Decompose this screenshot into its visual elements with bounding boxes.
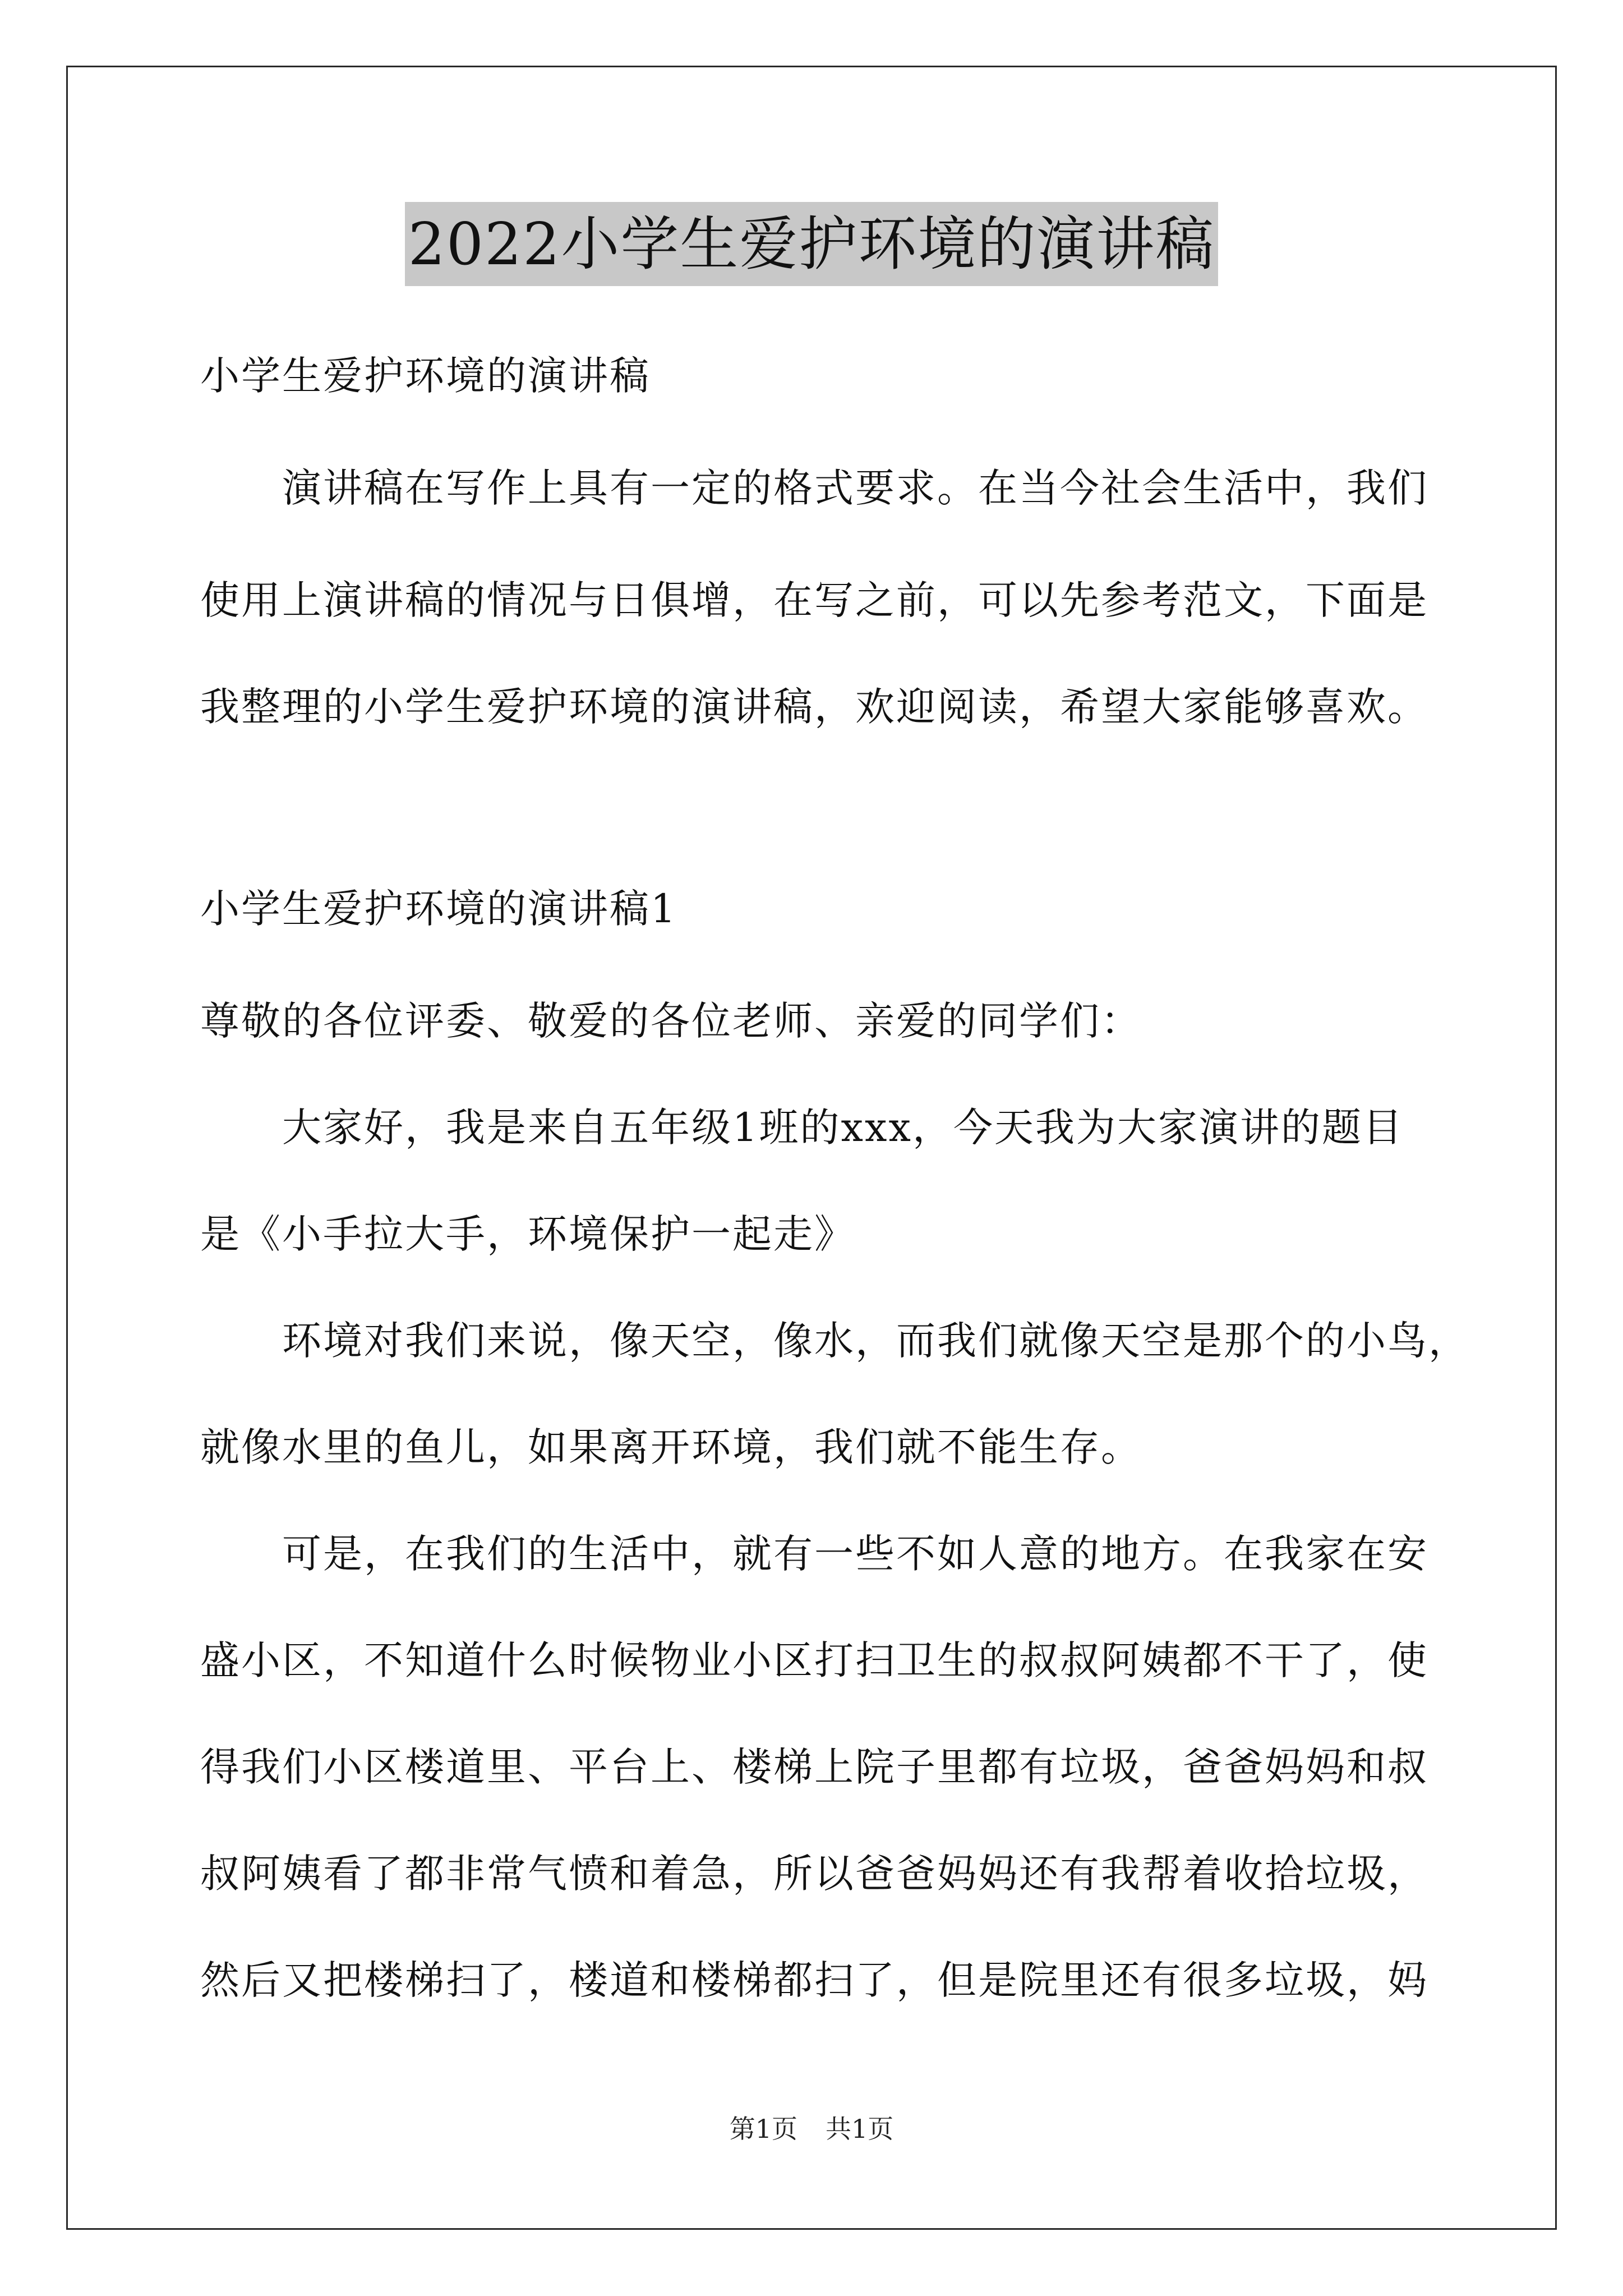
page-footer <box>0 2112 1623 2146</box>
paragraph-line: 盛小区，不知道什么时候物业小区打扫卫生的叔叔阿姨都不干了，使 <box>200 1637 1428 1683</box>
title-container <box>0 202 1623 286</box>
paragraph-line: 叔阿姨看了都非常气愤和着急，所以爸爸妈妈还有我帮着收拾垃圾， <box>200 1851 1428 1897</box>
paragraph-line: 环境对我们来说，像天空，像水，而我们就像天空是那个的小鸟， <box>200 1318 1469 1364</box>
page-number: 第1页 <box>729 2114 797 2144</box>
page-total: 共1页 <box>826 2114 894 2144</box>
salutation-line: 尊敬的各位评委、敬爱的各位老师、亲爱的同学们： <box>200 998 1142 1044</box>
paragraph-line: 我整理的小学生爱护环境的演讲稿，欢迎阅读，希望大家能够喜欢。 <box>200 684 1428 730</box>
document-title: 2022小学生爱护环境的演讲稿 <box>405 202 1219 286</box>
paragraph-line: 可是，在我们的生活中，就有一些不如人意的地方。在我家在安 <box>200 1531 1428 1577</box>
paragraph-line: 得我们小区楼道里、平台上、楼梯上院子里都有垃圾，爸爸妈妈和叔 <box>200 1744 1428 1790</box>
section-heading: 小学生爱护环境的演讲稿 <box>200 353 651 399</box>
paragraph-line: 然后又把楼梯扫了，楼道和楼梯都扫了，但是院里还有很多垃圾，妈 <box>200 1957 1428 2003</box>
paragraph-line: 是《小手拉大手，环境保护一起走》 <box>200 1211 855 1257</box>
section-heading: 小学生爱护环境的演讲稿1 <box>200 886 677 932</box>
paragraph-line: 演讲稿在写作上具有一定的格式要求。在当今社会生活中，我们 <box>200 465 1428 511</box>
paragraph-line: 大家好，我是来自五年级1班的xxx，今天我为大家演讲的题目 <box>200 1105 1404 1151</box>
paragraph-line: 使用上演讲稿的情况与日俱增，在写之前，可以先参考范文，下面是 <box>200 577 1428 623</box>
paragraph-line: 就像水里的鱼儿，如果离开环境，我们就不能生存。 <box>200 1424 1142 1470</box>
